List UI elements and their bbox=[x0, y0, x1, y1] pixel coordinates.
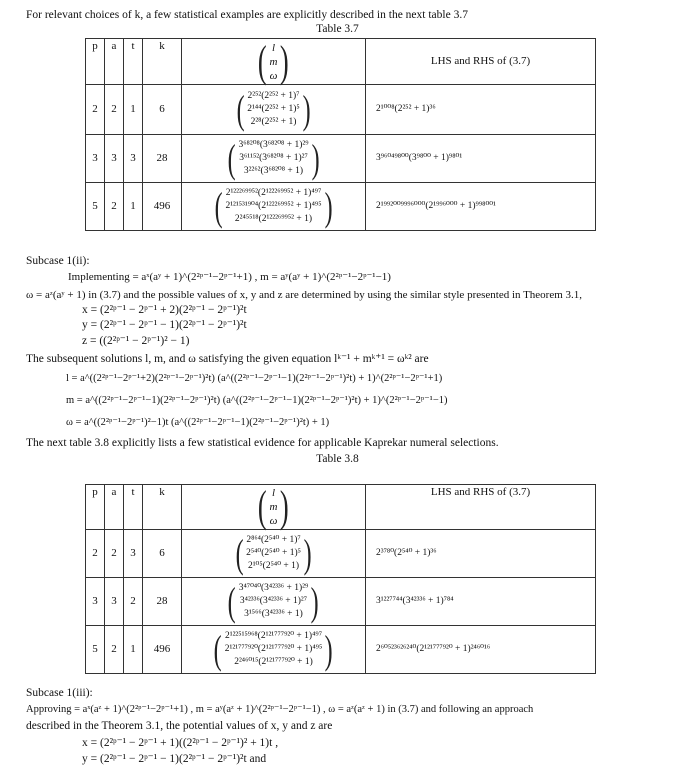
cell-l: 2¹²²²⁶⁹⁹⁵²(2¹²²²⁶⁹⁹⁵² + 1)⁴⁹⁷ bbox=[225, 188, 322, 198]
cell-p: 3 bbox=[86, 578, 105, 626]
table-3-8 bbox=[85, 484, 596, 674]
cell-lmw: ( 2⁸⁶⁴(2⁵⁴⁰ + 1)⁷ 2⁵⁴⁰(2⁵⁴⁰ + 1)⁵ 2¹⁰⁵(2⁵⁴⁰ + 1) ) bbox=[182, 530, 366, 578]
header-m: m bbox=[269, 501, 278, 513]
header-t: t bbox=[124, 485, 143, 530]
cell-t: 3 bbox=[124, 530, 143, 578]
cell-k: 496 bbox=[143, 626, 182, 674]
cell-k: 496 bbox=[143, 183, 182, 231]
cell-lmw: ( 2¹²²²⁶⁹⁹⁵²(2¹²²²⁶⁹⁹⁵² + 1)⁴⁹⁷ 2¹²¹⁵³¹⁹⁰⁴(2¹²²²⁶⁹⁹⁵² + 1)⁴⁹⁵ 2²⁴⁵⁵¹⁸(2¹²²²⁶⁹⁹⁵² + 1) ) bbox=[182, 183, 366, 231]
cell-rhs: 2¹⁹⁹²⁰⁰⁹⁹⁹⁶⁰⁰⁰(2¹⁹⁹⁶⁰⁰⁰ + 1)⁹⁹⁸⁰⁰¹ bbox=[366, 183, 596, 231]
cell-p: 3 bbox=[86, 135, 105, 183]
cell-k: 6 bbox=[143, 85, 182, 135]
subcase-ii-title: Subcase 1(ii): bbox=[26, 255, 90, 267]
cell-m: 3⁴²³³⁶(3⁴²³³⁶ + 1)²⁷ bbox=[239, 596, 308, 606]
header-lmw: ( l m ω ) bbox=[182, 39, 366, 85]
w-solution: ω = a^((2²ᵖ⁻¹−2ᵖ⁻¹)²−1)t (a^((2²ᵖ⁻¹−2ᵖ⁻¹−1)(2²ᵖ⁻¹−2ᵖ⁻¹)²t) + 1) bbox=[66, 417, 330, 428]
table-row bbox=[86, 530, 596, 578]
header-lmw: ( l m ω ) bbox=[182, 485, 366, 530]
cell-l: 3⁶⁸²⁰⁸(3⁶⁸²⁰⁸ + 1)²⁹ bbox=[238, 140, 309, 150]
cell-t: 1 bbox=[124, 626, 143, 674]
cell-rhs: 3¹²²⁷⁷⁴⁴(3⁴²³³⁶ + 1)⁷⁸⁴ bbox=[366, 578, 596, 626]
omega-line: ω = aᶻ(aʸ + 1) in (3.7) and the possible values of x, y and z are determined by using the similar style presented in Theorem 3.1, bbox=[26, 289, 583, 301]
x-equation-iii: x = (2²ᵖ⁻¹ − 2ᵖ⁻¹ + 1)((2²ᵖ⁻¹ − 2ᵖ⁻¹)² + 1)t , bbox=[82, 737, 279, 749]
cell-w: 2¹⁰⁵(2⁵⁴⁰ + 1) bbox=[247, 561, 300, 571]
cell-m: 2¹²¹⁷⁷⁷⁹²⁰(2¹²¹⁷⁷⁷⁹²⁰ + 1)⁴⁹⁵ bbox=[224, 644, 323, 654]
header-p: p bbox=[86, 39, 105, 85]
cell-l: 2¹²²⁵¹⁵⁹⁶⁸(2¹²¹⁷⁷⁷⁹²⁰ + 1)⁴⁹⁷ bbox=[224, 631, 323, 641]
cell-k: 6 bbox=[143, 530, 182, 578]
cell-lmw: ( 2²⁵²(2²⁵² + 1)⁷ 2¹⁴⁴(2²⁵² + 1)⁵ 2²⁸(2²⁵² + 1) ) bbox=[182, 85, 366, 135]
cell-t: 1 bbox=[124, 85, 143, 135]
table-row bbox=[86, 135, 596, 183]
m-solution: m = a^((2²ᵖ⁻¹−2ᵖ⁻¹−1)(2²ᵖ⁻¹−2ᵖ⁻¹)²t) (a^((2²ᵖ⁻¹−2ᵖ⁻¹−1)(2²ᵖ⁻¹−2ᵖ⁻¹)²t) + 1)^(2²ᵖ⁻¹−2ᵖ⁻¹−1) bbox=[66, 395, 448, 406]
cell-l: 3⁴⁷⁰⁴⁰(3⁴²³³⁶ + 1)²⁹ bbox=[238, 583, 309, 593]
header-k: k bbox=[143, 485, 182, 530]
cell-m: 2¹²¹⁵³¹⁹⁰⁴(2¹²²²⁶⁹⁹⁵² + 1)⁴⁹⁵ bbox=[225, 201, 322, 211]
header-m: m bbox=[269, 55, 278, 68]
implementing-line: Implementing = aˣ(aʸ + 1)^(2²ᵖ⁻¹−2ᵖ⁻¹+1) , m = aʸ(aʸ + 1)^(2²ᵖ⁻¹−2ᵖ⁻¹−1) bbox=[68, 271, 391, 283]
cell-m: 2⁵⁴⁰(2⁵⁴⁰ + 1)⁵ bbox=[246, 548, 301, 558]
cell-rhs: 2¹⁰⁰⁸(2²⁵² + 1)³⁶ bbox=[366, 85, 596, 135]
cell-a: 3 bbox=[105, 578, 124, 626]
cell-w: 3²²⁶²(3⁶⁸²⁰⁸ + 1) bbox=[243, 166, 304, 176]
cell-w: 2²⁴⁵⁵¹⁸(2¹²²²⁶⁹⁹⁵² + 1) bbox=[234, 214, 313, 224]
cell-w: 2²⁴⁶⁰¹⁵(2¹²¹⁷⁷⁷⁹²⁰ + 1) bbox=[234, 657, 313, 667]
y-equation: y = (2²ᵖ⁻¹ − 2ᵖ⁻¹ − 1)(2²ᵖ⁻¹ − 2ᵖ⁻¹)²t bbox=[82, 319, 247, 331]
table-3-8-caption: Table 3.8 bbox=[316, 453, 359, 465]
cell-l: 2⁸⁶⁴(2⁵⁴⁰ + 1)⁷ bbox=[246, 535, 301, 545]
cell-m: 3⁶¹¹⁵²(3⁶⁸²⁰⁸ + 1)²⁷ bbox=[239, 153, 308, 163]
table-row bbox=[86, 626, 596, 674]
cell-t: 1 bbox=[124, 183, 143, 231]
intro-text: For relevant choices of k, a few statistical examples are explicitly described in the next table 3.7 bbox=[26, 9, 468, 21]
cell-l: 2²⁵²(2²⁵² + 1)⁷ bbox=[247, 91, 300, 101]
table-header-row bbox=[86, 485, 596, 530]
l-solution: l = a^((2²ᵖ⁻¹−2ᵖ⁻¹+2)(2²ᵖ⁻¹−2ᵖ⁻¹)²t) (a^((2²ᵖ⁻¹−2ᵖ⁻¹−1)(2²ᵖ⁻¹−2ᵖ⁻¹)²t) + 1)^(2²ᵖ⁻¹−2ᵖ⁻¹+1) bbox=[66, 373, 443, 384]
cell-a: 2 bbox=[105, 626, 124, 674]
header-k: k bbox=[143, 39, 182, 85]
z-equation: z = ((2²ᵖ⁻¹ − 2ᵖ⁻¹)² − 1) bbox=[82, 335, 190, 347]
subcase-iii-title: Subcase 1(iii): bbox=[26, 687, 93, 699]
header-l: l bbox=[271, 487, 276, 499]
table-3-7 bbox=[85, 38, 596, 231]
table-row bbox=[86, 85, 596, 135]
cell-p: 5 bbox=[86, 626, 105, 674]
described-text: described in the Theorem 3.1, the potential values of x, y and z are bbox=[26, 720, 333, 732]
cell-p: 2 bbox=[86, 85, 105, 135]
cell-a: 2 bbox=[105, 183, 124, 231]
cell-k: 28 bbox=[143, 578, 182, 626]
cell-p: 2 bbox=[86, 530, 105, 578]
header-rhs: LHS and RHS of (3.7) bbox=[366, 485, 596, 530]
cell-rhs: 3⁹⁶⁰⁴⁹⁸⁰⁰(3⁹⁸⁰⁰ + 1)⁹⁸⁰¹ bbox=[366, 135, 596, 183]
cell-k: 28 bbox=[143, 135, 182, 183]
cell-a: 3 bbox=[105, 135, 124, 183]
table-3-7-caption: Table 3.7 bbox=[316, 23, 359, 35]
header-rhs: LHS and RHS of (3.7) bbox=[366, 39, 596, 85]
y-equation-iii: y = (2²ᵖ⁻¹ − 2ᵖ⁻¹ − 1)(2²ᵖ⁻¹ − 2ᵖ⁻¹)²t and bbox=[82, 753, 267, 765]
header-a: a bbox=[105, 39, 124, 85]
header-a: a bbox=[105, 485, 124, 530]
x-equation: x = (2²ᵖ⁻¹ − 2ᵖ⁻¹ + 2)(2²ᵖ⁻¹ − 2ᵖ⁻¹)²t bbox=[82, 304, 247, 316]
cell-lmw: ( 3⁶⁸²⁰⁸(3⁶⁸²⁰⁸ + 1)²⁹ 3⁶¹¹⁵²(3⁶⁸²⁰⁸ + 1)²⁷ 3²²⁶²(3⁶⁸²⁰⁸ + 1) ) bbox=[182, 135, 366, 183]
cell-lmw: ( 2¹²²⁵¹⁵⁹⁶⁸(2¹²¹⁷⁷⁷⁹²⁰ + 1)⁴⁹⁷ 2¹²¹⁷⁷⁷⁹²⁰(2¹²¹⁷⁷⁷⁹²⁰ + 1)⁴⁹⁵ 2²⁴⁶⁰¹⁵(2¹²¹⁷⁷⁷⁹²⁰ + 1) ) bbox=[182, 626, 366, 674]
cell-t: 3 bbox=[124, 135, 143, 183]
cell-a: 2 bbox=[105, 530, 124, 578]
table-row bbox=[86, 578, 596, 626]
header-w: ω bbox=[269, 515, 278, 527]
table-row bbox=[86, 183, 596, 231]
approving-line: Approving = aˣ(aᶻ + 1)^(2²ᵖ⁻¹−2ᵖ⁻¹+1) , m = aʸ(aᶻ + 1)^(2²ᵖ⁻¹−2ᵖ⁻¹−1) , ω = aᶻ(aᶻ + 1) in (3.7) and following an approach bbox=[26, 704, 534, 715]
header-w: ω bbox=[269, 69, 278, 82]
subsequent-text: The subsequent solutions l, m, and ω satisfying the given equation lᵏ⁻¹ + mᵏ⁺¹ = ωᵏ² are bbox=[26, 353, 429, 365]
cell-w: 3¹⁵⁶⁶(3⁴²³³⁶ + 1) bbox=[244, 609, 303, 619]
header-l: l bbox=[271, 41, 276, 54]
cell-rhs: 2⁶⁰⁵²³⁶²⁶²⁴⁰(2¹²¹⁷⁷⁷⁹²⁰ + 1)²⁴⁶⁰¹⁶ bbox=[366, 626, 596, 674]
cell-a: 2 bbox=[105, 85, 124, 135]
cell-lmw: ( 3⁴⁷⁰⁴⁰(3⁴²³³⁶ + 1)²⁹ 3⁴²³³⁶(3⁴²³³⁶ + 1)²⁷ 3¹⁵⁶⁶(3⁴²³³⁶ + 1) ) bbox=[182, 578, 366, 626]
cell-rhs: 2³⁷⁸⁰(2⁵⁴⁰ + 1)³⁶ bbox=[366, 530, 596, 578]
cell-m: 2¹⁴⁴(2²⁵² + 1)⁵ bbox=[247, 104, 300, 114]
header-t: t bbox=[124, 39, 143, 85]
cell-t: 2 bbox=[124, 578, 143, 626]
next-table-text: The next table 3.8 explicitly lists a few statistical evidence for applicable Kaprekar numeral selections. bbox=[26, 437, 499, 449]
table-header-row bbox=[86, 39, 596, 85]
cell-p: 5 bbox=[86, 183, 105, 231]
cell-w: 2²⁸(2²⁵² + 1) bbox=[250, 117, 297, 127]
header-p: p bbox=[86, 485, 105, 530]
